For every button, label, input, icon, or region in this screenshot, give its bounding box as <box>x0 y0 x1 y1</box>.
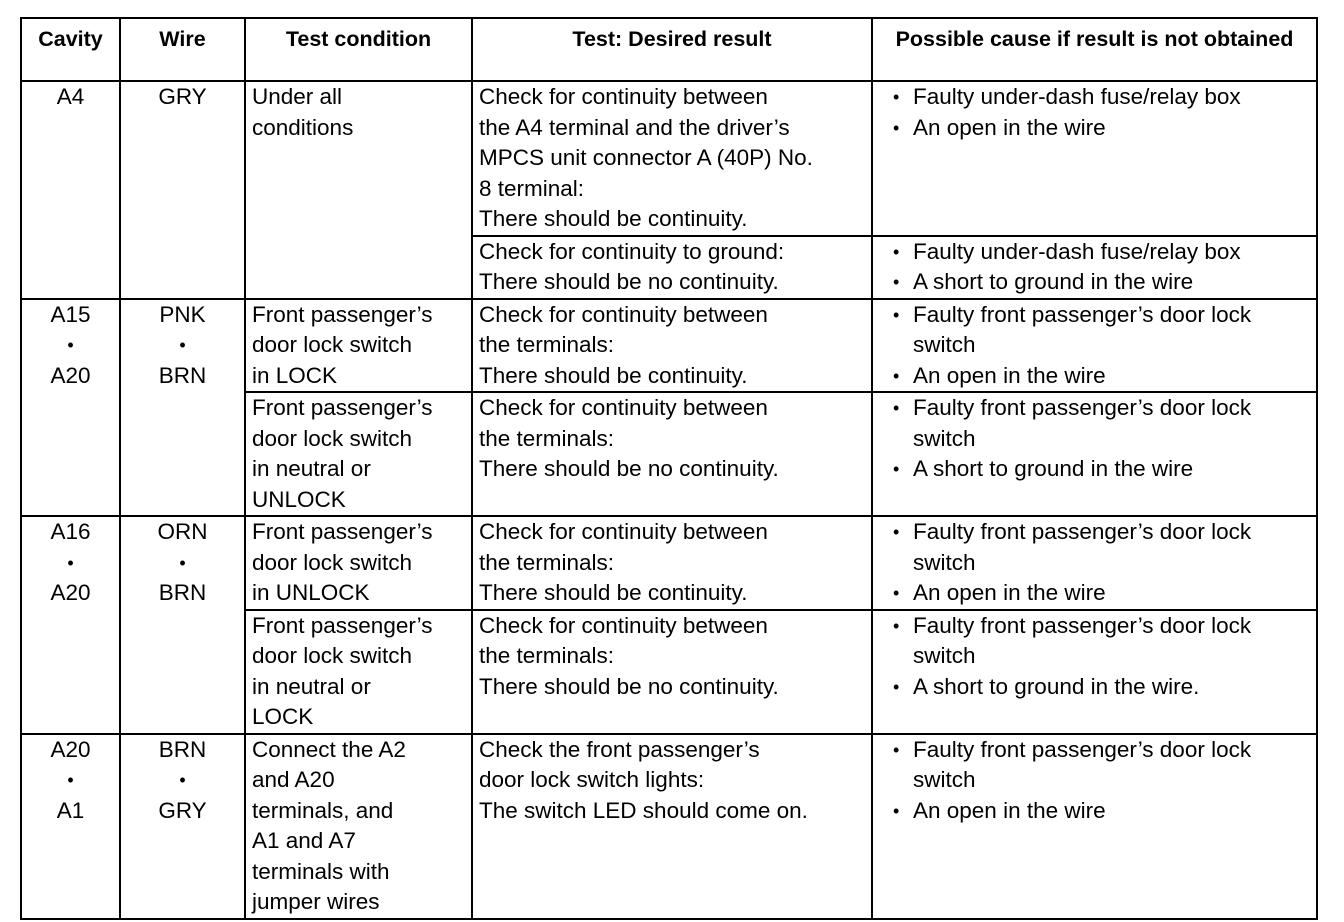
cause-item: • Faulty front passenger’s door lock switch <box>893 611 1310 672</box>
result-text: Check for continuity to ground: There should be no continuity. <box>479 238 785 294</box>
cause-cell <box>872 516 1317 610</box>
cavity-label: A20 <box>50 580 91 605</box>
wire-color: PNK <box>159 301 206 327</box>
table-row <box>21 299 1317 393</box>
table-row <box>21 81 1317 236</box>
cause-item: • An open in the wire <box>893 113 1310 144</box>
wire-color: BRN <box>158 362 207 388</box>
cavity-label: A4 <box>56 84 85 109</box>
cause-item: • Faulty under-dash fuse/relay box <box>893 237 1310 268</box>
cause-list <box>879 82 1310 143</box>
header-cavity: Cavity <box>21 18 120 81</box>
condition-cell <box>245 81 472 299</box>
header-possible-cause: Possible cause if result is not obtained <box>872 18 1317 81</box>
result-text: Check for continuity between the terminals: There should be continuity. <box>479 301 768 388</box>
result-text: Check the front passenger’s door lock switch lights: The switch LED should come on. <box>479 736 808 823</box>
wire-color: BRN <box>158 736 207 762</box>
cavity-label: A15 <box>50 301 91 327</box>
condition-cell <box>245 516 472 610</box>
condition-text: Front passenger’s door lock switch in LOCK <box>252 301 433 388</box>
cause-item: • Faulty front passenger’s door lock switch <box>893 300 1310 361</box>
condition-cell <box>245 610 472 734</box>
cavity-label: A16 <box>50 519 91 544</box>
result-cell <box>472 81 872 236</box>
separator-dot: • <box>179 552 186 573</box>
cause-item: • Faulty front passenger’s door lock switch <box>893 393 1310 454</box>
condition-cell <box>245 392 472 516</box>
cause-list <box>879 300 1310 392</box>
result-cell <box>472 236 872 299</box>
condition-text: Front passenger’s door lock switch in UNLOCK <box>252 519 433 605</box>
condition-text: Front passenger’s door lock switch in neutral or LOCK <box>252 612 433 729</box>
result-cell <box>472 392 872 516</box>
cause-list <box>879 393 1310 485</box>
separator-dot: • <box>67 335 74 355</box>
cause-list <box>879 611 1310 703</box>
cause-cell <box>872 299 1317 393</box>
table-row <box>21 734 1317 919</box>
wire-color: ORN <box>157 519 208 544</box>
condition-cell <box>245 734 472 919</box>
diagnostic-table <box>20 17 1318 920</box>
cause-list <box>879 237 1310 298</box>
cause-list <box>879 735 1310 827</box>
cause-item: • A short to ground in the wire. <box>893 672 1310 703</box>
cause-item: • Faulty front passenger’s door lock switch <box>893 517 1310 578</box>
header-test-condition: Test condition <box>245 18 472 81</box>
header-wire: Wire <box>120 18 245 81</box>
result-cell <box>472 610 872 734</box>
result-text: Check for continuity between the A4 terminal and the driver’s MPCS unit connector A (40P) No. 8 terminal: There should be continuity. <box>479 84 813 231</box>
cause-item: • Faulty under-dash fuse/relay box <box>893 82 1310 113</box>
wire-cell <box>120 734 245 919</box>
header-desired-result: Test: Desired result <box>472 18 872 81</box>
result-text: Check for continuity between the terminals: There should be continuity. <box>479 519 768 605</box>
cavity-label: A20 <box>50 362 91 388</box>
wire-cell <box>120 81 245 299</box>
table-row <box>21 516 1317 610</box>
wire-cell <box>120 516 245 734</box>
cause-cell <box>872 81 1317 236</box>
result-text: Check for continuity between the terminals: There should be no continuity. <box>479 395 779 481</box>
cavity-cell <box>21 734 120 919</box>
condition-text: Front passenger’s door lock switch in neutral or UNLOCK <box>252 395 433 512</box>
wire-color: BRN <box>158 580 207 605</box>
wire-color: GRY <box>158 84 207 109</box>
cause-item: • An open in the wire <box>893 796 1310 827</box>
cause-list <box>879 517 1310 609</box>
header-row <box>21 18 1317 81</box>
separator-dot: • <box>67 770 74 790</box>
cause-item: • An open in the wire <box>893 361 1310 392</box>
wire-cell <box>120 299 245 517</box>
result-text: Check for continuity between the terminals: There should be no continuity. <box>479 612 779 699</box>
cavity-cell <box>21 516 120 734</box>
separator-dot: • <box>67 552 74 573</box>
wire-color: GRY <box>158 797 207 823</box>
result-cell <box>472 516 872 610</box>
cause-item: • An open in the wire <box>893 578 1310 609</box>
cause-item: • A short to ground in the wire <box>893 267 1310 298</box>
cavity-cell <box>21 81 120 299</box>
condition-text: Under all conditions <box>252 84 354 140</box>
separator-dot: • <box>179 770 186 790</box>
cause-cell <box>872 734 1317 919</box>
condition-cell <box>245 299 472 393</box>
result-cell <box>472 299 872 393</box>
result-cell <box>472 734 872 919</box>
cause-item: • Faulty front passenger’s door lock switch <box>893 735 1310 796</box>
separator-dot: • <box>179 335 186 355</box>
cause-cell <box>872 392 1317 516</box>
cavity-label: A20 <box>50 736 91 762</box>
cause-cell <box>872 236 1317 299</box>
cavity-cell <box>21 299 120 517</box>
cavity-label: A1 <box>56 797 85 823</box>
condition-text: Connect the A2 and A20 terminals, and A1 and A7 terminals with jumper wires <box>252 736 406 914</box>
cause-cell <box>872 610 1317 734</box>
cause-item: • A short to ground in the wire <box>893 454 1310 485</box>
